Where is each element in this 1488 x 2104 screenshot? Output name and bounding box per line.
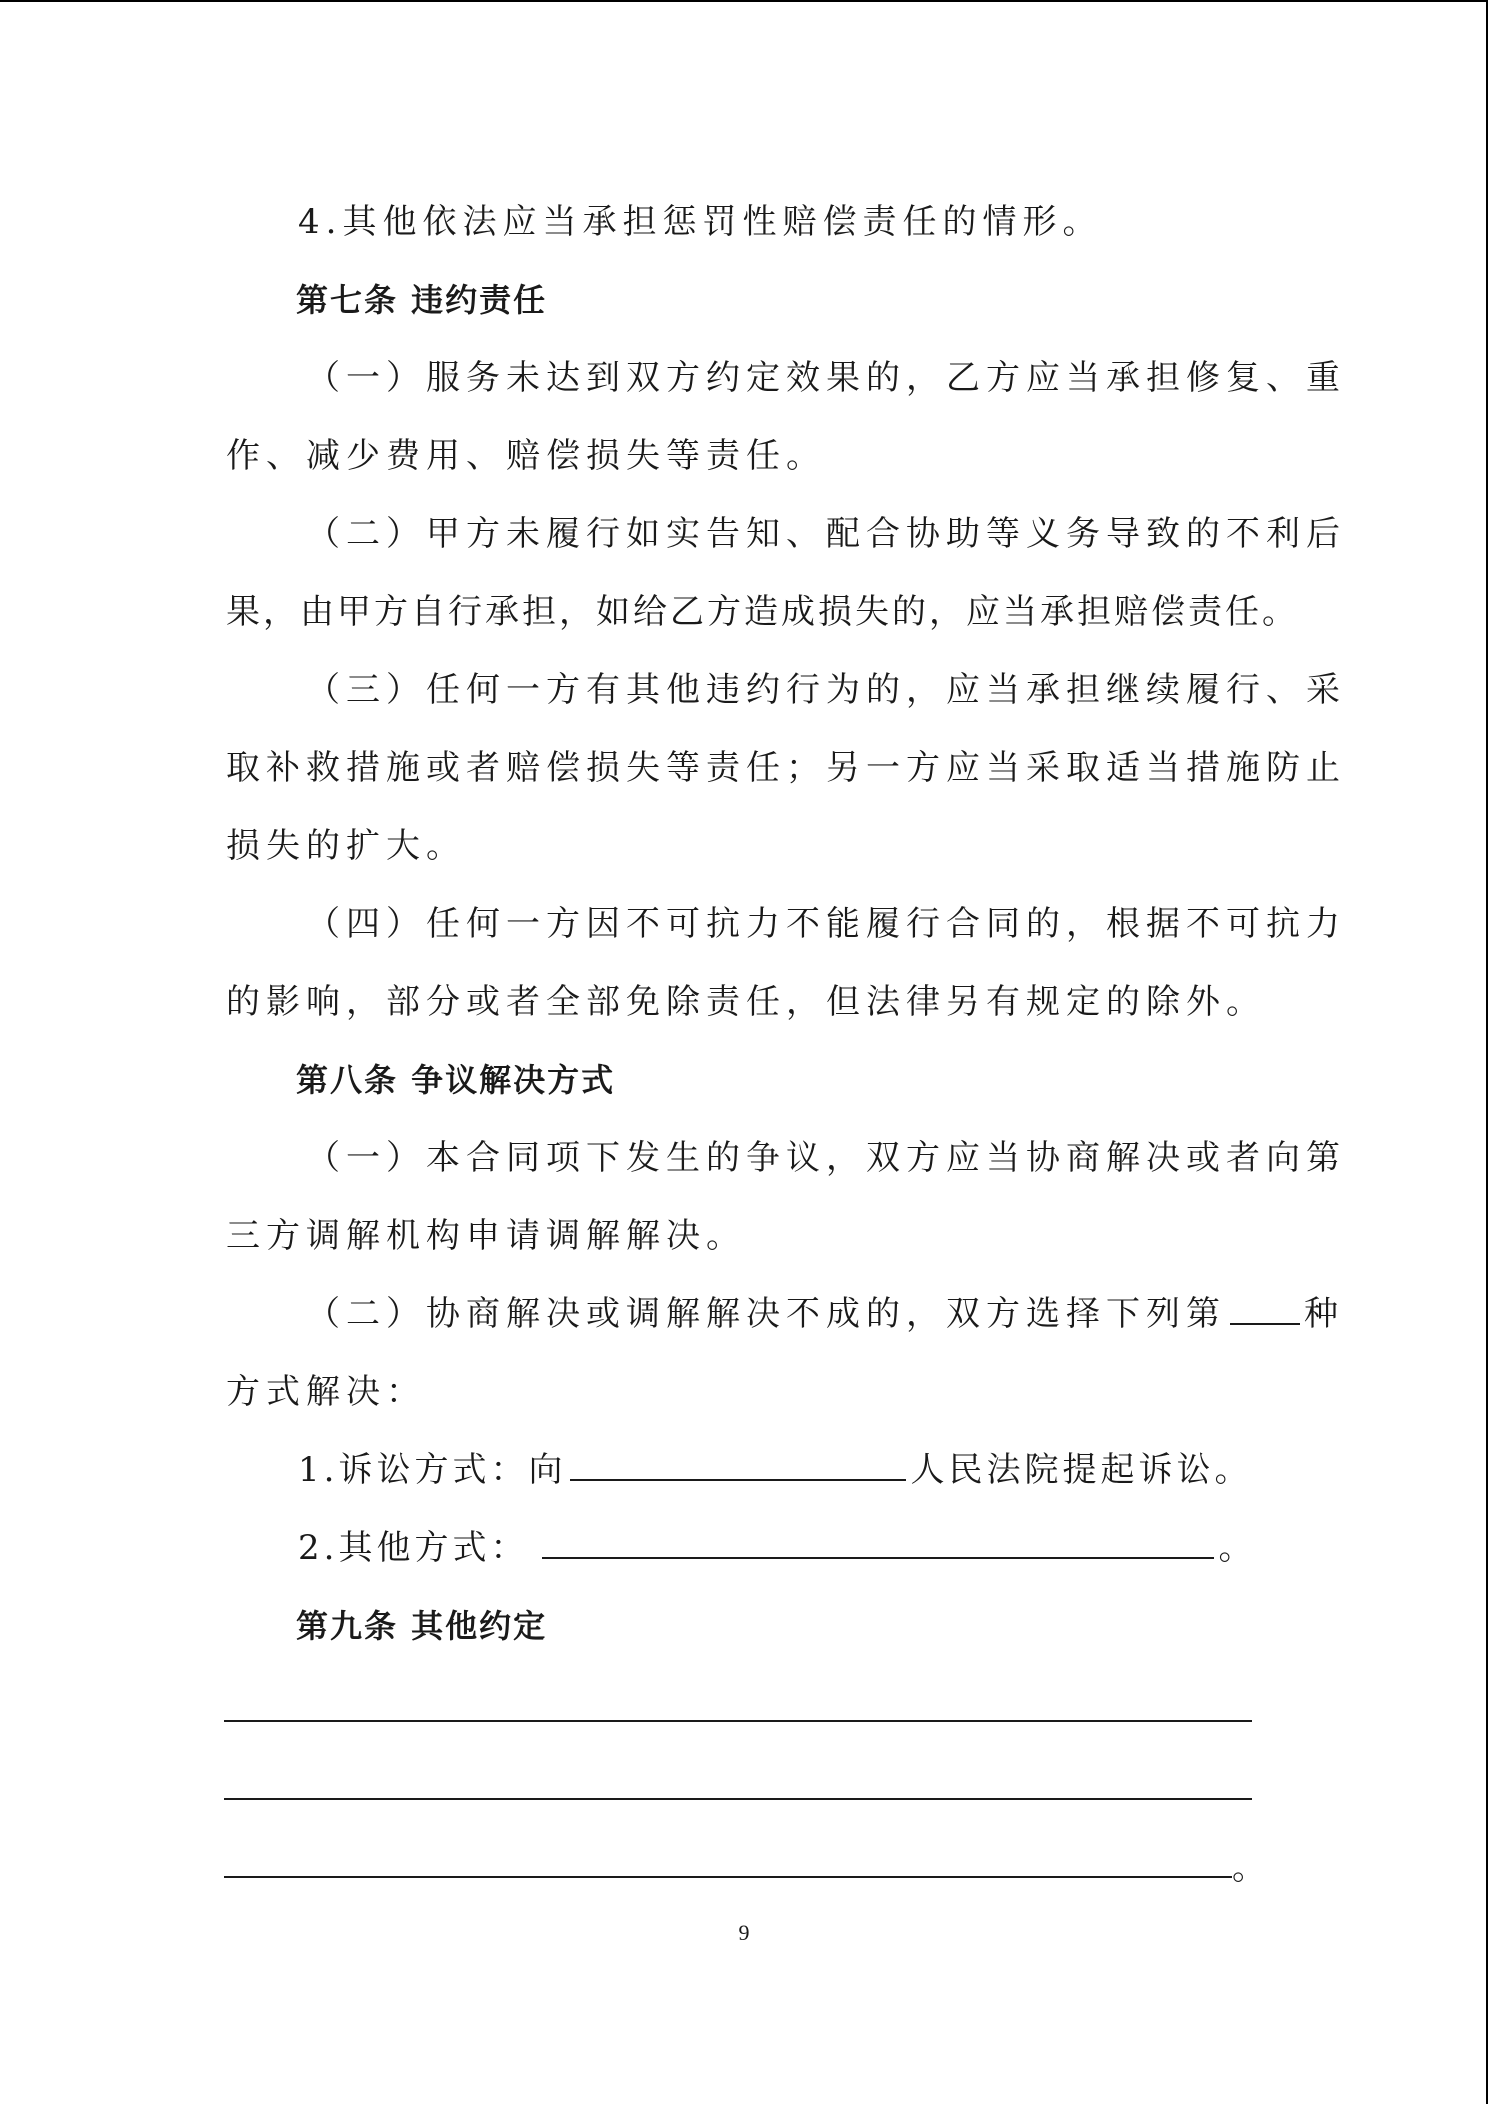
article-9-heading: 第九条 其他约定 — [296, 1607, 548, 1645]
article-8-heading: 第八条 争议解决方式 — [296, 1061, 616, 1099]
article-8-clause-1-line-2: 三方调解机构申请调解解决。 — [226, 1216, 746, 1256]
article-8-clause-1-line-1: （一）本合同项下发生的争议，双方应当协商解决或者向第 — [306, 1138, 1346, 1178]
article-8-clause-2-line-1 — [306, 1292, 1344, 1336]
choice-number-blank[interactable] — [1230, 1293, 1300, 1325]
option-litigation — [298, 1448, 1252, 1492]
page-number: 9 — [738, 1920, 750, 1945]
option-2-suffix: 。 — [1218, 1528, 1257, 1568]
clause-2-text: （二）协商解决或调解解决不成的，双方选择下列第 — [306, 1294, 1226, 1334]
other-agreement-line-1[interactable] — [224, 1720, 1252, 1722]
article-8-clause-2-line-2: 方式解决： — [226, 1372, 426, 1412]
item-4-text: 4.其他依法应当承担惩罚性赔偿责任的情形。 — [298, 202, 1103, 242]
option-other — [298, 1526, 1256, 1570]
article-7-clause-2-line-1: （二）甲方未履行如实告知、配合协助等义务导致的不利后 — [306, 514, 1346, 554]
option-1-label: 1.诉讼方式：向 — [298, 1450, 567, 1490]
clause-2-suffix: 种 — [1304, 1294, 1344, 1334]
article-7-clause-3-line-2: 取补救措施或者赔偿损失等责任；另一方应当采取适当措施防止 — [226, 748, 1346, 788]
option-2-label: 2.其他方式： — [298, 1528, 529, 1568]
article-7-clause-3-line-3: 损失的扩大。 — [226, 826, 466, 866]
option-1-suffix: 人民法院提起诉讼。 — [910, 1450, 1253, 1490]
article-7-clause-2-line-2: 果，由甲方自行承担，如给乙方造成损失的，应当承担赔偿责任。 — [226, 592, 1299, 632]
article-7-clause-3-line-1: （三）任何一方有其他违约行为的，应当承担继续履行、采 — [306, 670, 1346, 710]
other-method-blank[interactable] — [542, 1527, 1214, 1559]
other-agreement-end-mark: 。 — [1232, 1848, 1266, 1888]
article-7-heading: 第七条 违约责任 — [296, 281, 548, 319]
other-agreement-line-2[interactable] — [224, 1798, 1252, 1800]
article-7-clause-1-line-2: 作、减少费用、赔偿损失等责任。 — [226, 436, 826, 476]
article-7-clause-4-line-2: 的影响，部分或者全部免除责任，但法律另有规定的除外。 — [226, 982, 1266, 1022]
other-agreement-line-3[interactable] — [224, 1876, 1232, 1878]
court-name-blank[interactable] — [570, 1449, 906, 1481]
article-7-clause-4-line-1: （四）任何一方因不可抗力不能履行合同的，根据不可抗力 — [306, 904, 1346, 944]
article-7-clause-1-line-1: （一）服务未达到双方约定效果的，乙方应当承担修复、重 — [306, 358, 1346, 398]
